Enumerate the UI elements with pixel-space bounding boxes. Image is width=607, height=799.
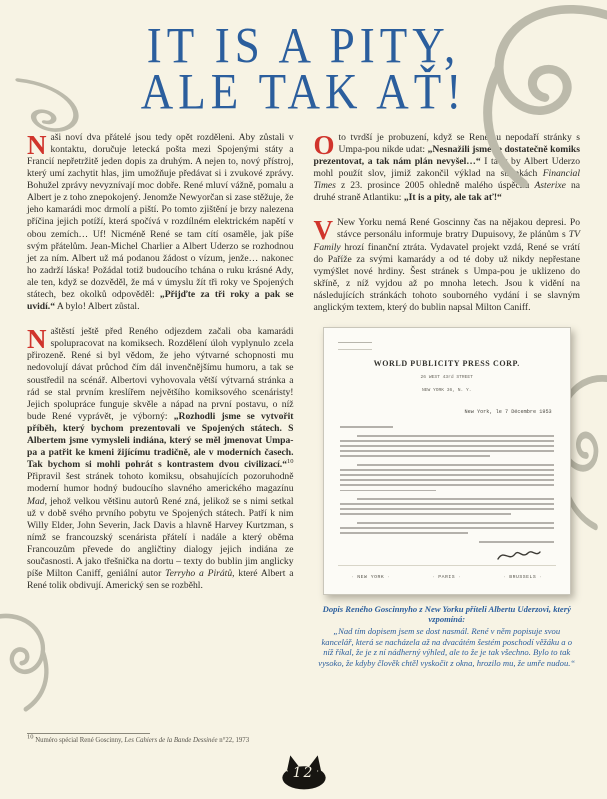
paragraph-3-quote: „Nesnažili jsme se dostatečně komiks prezentovat, a tak nám plán nevyšel…“ xyxy=(313,143,580,167)
footnote xyxy=(27,733,294,746)
footnote-text: Numéro spécial René Goscinny, xyxy=(33,737,125,745)
letter-printer-mark xyxy=(338,342,372,350)
paragraph-1-end: A bylo! Albert zůstal. xyxy=(55,301,140,313)
paragraph-3-text-b: I tady by Albert Uderzo mohl použít slov, jimiž zakončil výklad na stránkách xyxy=(313,155,580,180)
paragraph-2-text-c: , jehož velkou většinu autorů René zná, jelikož se s nimi setkal už v době svého prvního pobytu ve Spojených státech. Patří k nim Willy Elder, John Severin, Jack Davis a hlavně Harvey Kurtzman, s nímž se francouzský scenárista přátelí i nadále a který oběma Francouzům převede do angličtiny dialogy jejich indiána ze současnosti. A jako třešnička na dortu – texty do bublin jim anglicky píše Milton Caniff, geniální autor xyxy=(27,495,294,580)
comic-title: Terryho a Pirátů xyxy=(165,568,233,580)
letter-city-paris: · PARIS · xyxy=(429,572,465,584)
dropcap-n2: N xyxy=(27,324,47,355)
letter-photo xyxy=(323,327,571,595)
paragraph-4-text: New Yorku nemá René Goscinny čas na nějakou depresi. Po stávce personálu informuje bratry Dupuisovy, že plánům s xyxy=(337,217,580,241)
magazine-name: Mad xyxy=(27,495,45,507)
letter-city-brussels: · BRUSSELS · xyxy=(500,572,546,584)
dropcap-o: O xyxy=(313,129,335,160)
footnote-rule xyxy=(27,733,150,734)
page-title-line2: ALE TAK AŤ! xyxy=(140,63,467,120)
page-title-line1: IT IS A PITY, xyxy=(146,17,461,74)
asterix-name: Asterixe xyxy=(534,180,566,192)
left-column xyxy=(27,129,294,746)
cat-page-marker xyxy=(278,751,330,793)
letterhead: WORLD PUBLICITY PRESS CORP. xyxy=(373,359,520,369)
caption-intro: Dopis Reného Goscinnyho z New Yorku příteli Albertu Uderzovi, který vzpomíná: xyxy=(322,603,571,625)
paragraph-2-quote: „Rozhodli jsme se vytvořit příběh, který bychom prezentovali ve Spojených státech. S Albertem jsme vymysleli indiána, který se měl jmenovat Umpa-pa a patřit ke kmeni žijícímu tradičně, ale v moderních časech. Tak bychom si mohli pohrát s kontrastem dvou civilizací.“ xyxy=(27,410,294,471)
letter-address-2: NEW YORK 36, N. Y. xyxy=(421,388,472,394)
dropcap-n1: N xyxy=(27,129,47,160)
tv-family-name: TV Family xyxy=(313,229,580,253)
paragraph-1 xyxy=(27,129,294,313)
paragraph-2-end: , které Albert a René tolik obdivují. Americký sen se rozběhl. xyxy=(27,568,294,592)
newspaper-name: Financial Times xyxy=(313,168,580,192)
paragraph-3-text: to tvrdší je probuzení, když se Renému nepodaří stránky s Umpa-pou nikde udat: xyxy=(338,131,580,155)
paragraph-3-text-c: z 23. prosince 2005 ohledně malého úspěchu xyxy=(335,180,535,192)
text-columns xyxy=(0,129,607,746)
footnote-source: Les Cahiers de la Bande Dessinée xyxy=(124,737,218,745)
paragraph-2-text: aštěstí ještě před Reného odjezdem začali oba kamarádi spolupracovat na komiksech. Rozdělení úloh vyplynulo zcela přirozeně. René si byl vědom, že jeho výtvarné schopnosti mu nedovolují dávat průchod čím dál invenčnějšímu humoru, a tak se soustředil na scénář. Albertovi vyhovovala větší výtvarná stránka a rád se stal prvním kreslířem největšího komiksového scenáristy! Jejich spolupráce funguje skvěle a nápad na první postavu, o níž bude René vyprávět, je výborný: xyxy=(27,326,294,422)
page-number: · 12 · xyxy=(278,766,330,780)
signature-scribble xyxy=(496,547,542,563)
paragraph-2-text-b: Připravil šest stránek tohoto komiksu, obsahujících pozoruhodně moderní humor hodný budoucího slavného amerického magazínu xyxy=(27,471,294,495)
footnote-text-end: n°22, 1973 xyxy=(217,737,250,745)
letter-city-newyork: · NEW YORK · xyxy=(348,572,394,584)
paragraph-3 xyxy=(313,129,581,205)
page-title xyxy=(0,17,607,120)
footnote-number: 10 xyxy=(27,734,34,742)
caption-quote: „Nad tím dopisem jsem se dost nasmál. René v něm popisuje svou kancelář, která se nacházela až na dvacátém šestém poschodí věžáku a o níž říkal, že je z ní nádherný výhled, ale to že je tak všechno. Bylo to tak vysoko, že kdyby člověk chtěl vyskočit z okna, hrozilo mu, že umře nudou.“ xyxy=(318,625,576,668)
letter-caption xyxy=(318,604,577,669)
letter-dateline: New York, le 7 Décembre 1953 xyxy=(464,409,552,416)
paragraph-3-quote-b: „It is a pity, ale tak ať!“ xyxy=(403,192,502,204)
paragraph-1-text: aši noví dva přátelé jsou tedy opět rozděleni. Aby zůstali v kontaktu, doručuje letecká pošta mezi Spojenými státy a Francií nepřetržitě jeden dopis za druhým. A nejen to, nový přístroj, který umí zachytit hlas, jim umožňuje předávat si i zvukové zprávy. Bohužel zprávy nevyznívají moc dobře. René mluví vážně, pomalu a Albert je z toho znepokojený. Jenomže Newyorčan si zase stěžuje, že jeho kamarádi moc drmolí a piští. Po tomto zjištění je brzy nalezena příčina jejich potíží, která spočívá v rozdílném elektrickém napětí v obou zemích… Uf! Nicméně René se tam cítí osaměle, jak píše svým přátelům. Jean-Michel Charlier a Albert Uderzo se rozhodnou jet za ním. Albert už má podanou žádost o vízum, jenže… nakonec ho zadrží láska! Požádal totiž budoucího tchána o ruku krásné Ady, ale ten, když se dozvěděl, že má v úmyslu žít tři roky ve Spojených státech, bez okolků odpověděl: xyxy=(27,131,294,300)
paragraph-2 xyxy=(27,326,294,592)
paragraph-3-text-d: na druhé straně Atlantiku: xyxy=(313,180,580,204)
footnote-marker: 10 xyxy=(287,458,294,466)
paragraph-4 xyxy=(314,217,581,314)
paragraph-1-quote: „Přijďte za tři roky a pak se uvidí.“ xyxy=(27,289,294,313)
paragraph-4-end: hrozí finanční ztráta. Vydavatel projekt vzdá, René se vrátí do Paříže za svými kamarády a od té doby už nikdy nepřestane vymýšlet nové hrdiny. Šest stránek s Umpa-pou je uklizeno do skříně, z níž vyjdou až po mnoha letech. Jsou k vidění na následujících stránkách tohoto souborného vydání i se slavným anglickým textem, který do bublin napsal Milton Caniff. xyxy=(313,241,580,313)
letter-footer-cities xyxy=(338,565,556,584)
letter-address-1: 26 WEST 43rd STREET xyxy=(420,374,473,380)
right-column xyxy=(313,129,581,746)
letter-body-lines xyxy=(338,426,556,542)
dropcap-v: V xyxy=(313,215,333,246)
